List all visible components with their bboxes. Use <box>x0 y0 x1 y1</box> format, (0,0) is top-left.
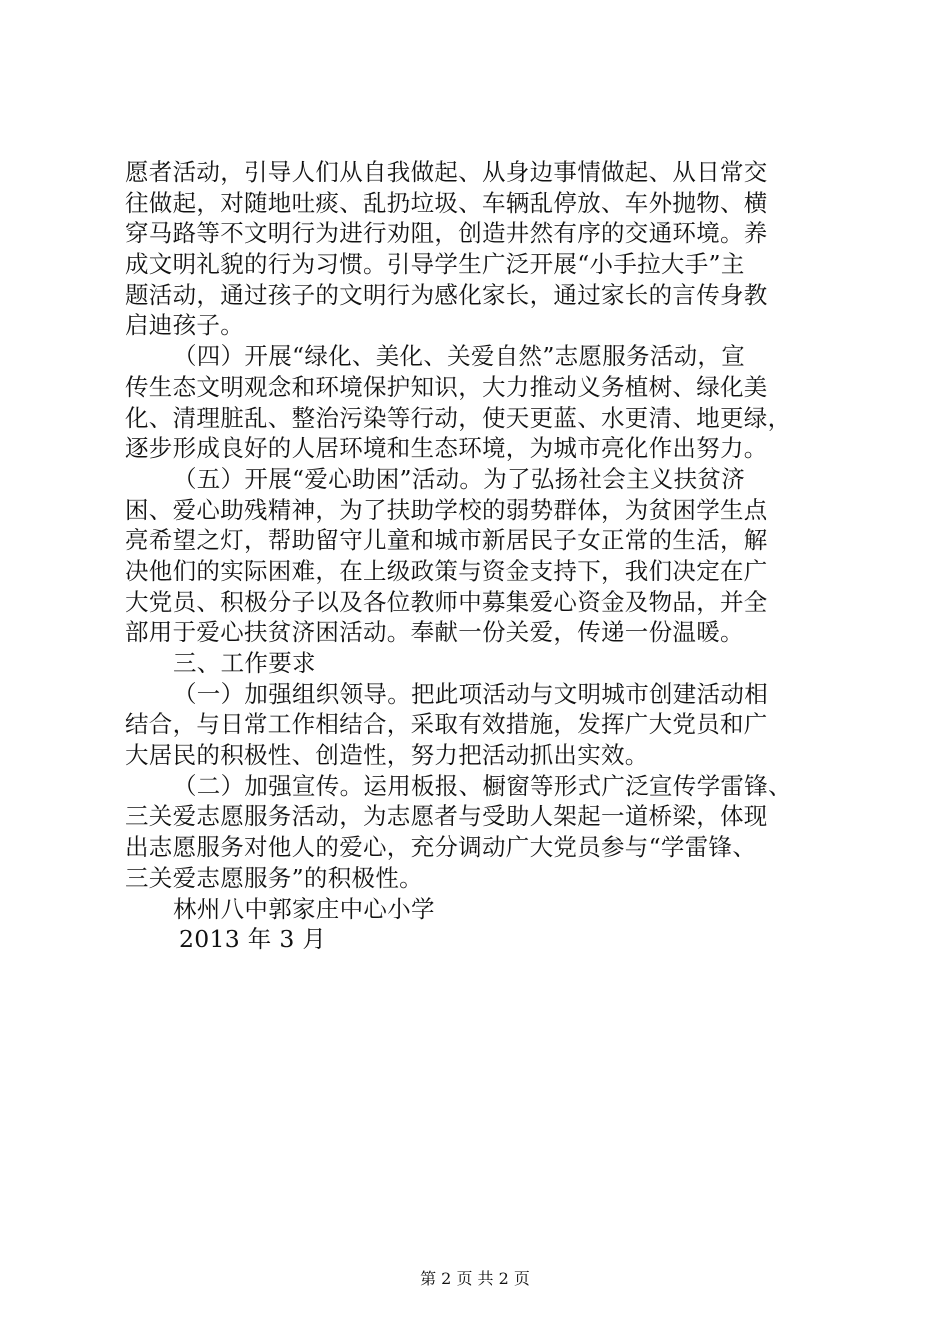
paragraph-heading-two: （二）加强宣传。运用板报、橱窗等形式广泛宣传学雷锋、 <box>173 771 792 800</box>
body-line: 结合，与日常工作相结合，采取有效措施，发挥广大党员和广 <box>125 710 768 739</box>
body-line: 穿马路等不文明行为进行劝阻，创造井然有序的交通环境。养 <box>125 219 768 248</box>
paragraph-heading-four: （四）开展“绿化、美化、关爱自然”志愿服务活动，宣 <box>173 342 746 371</box>
body-line: 题活动，通过孩子的文明行为感化家长，通过家长的言传身教 <box>125 280 768 309</box>
body-line: 困、爱心助残精神，为了扶助学校的弱势群体，为贫困学生点 <box>125 495 768 524</box>
body-line: 往做起，对随地吐痰、乱扔垃圾、车辆乱停放、车外抛物、横 <box>125 188 768 217</box>
paragraph-heading-one: （一）加强组织领导。把此项活动与文明城市创建活动相 <box>173 679 768 708</box>
body-line: 逐步形成良好的人居环境和生态环境，为城市亮化作出努力。 <box>125 434 768 463</box>
body-line: 愿者活动，引导人们从自我做起、从身边事情做起、从日常交 <box>125 158 768 186</box>
section-heading: 三、工作要求 <box>173 649 316 677</box>
body-line: 出志愿服务对他人的爱心，充分调动广大党员参与“学雷锋、 <box>125 833 757 862</box>
page-number-footer: 第 2 页 共 2 页 <box>420 1269 530 1288</box>
document-body <box>125 157 845 955</box>
body-line: 大居民的积极性、创造性，努力把活动抓出实效。 <box>125 741 649 770</box>
body-line: 决他们的实际困难，在上级政策与资金支持下，我们决定在广 <box>125 556 768 585</box>
signature-organization: 林州八中郭家庄中心小学 <box>173 894 435 923</box>
body-line: 三关爱志愿服务”的积极性。 <box>125 863 423 892</box>
signature-date: 2013 年 3 月 <box>179 925 327 954</box>
body-line: 成文明礼貌的行为习惯。引导学生广泛开展“小手拉大手”主 <box>125 250 745 279</box>
body-line: 传生态文明观念和环境保护知识，大力推动义务植树、绿化美 <box>125 372 768 401</box>
body-line: 启迪孩子。 <box>125 311 244 340</box>
body-line: 部用于爱心扶贫济困活动。奉献一份关爱，传递一份温暖。 <box>125 618 744 647</box>
body-line: 亮希望之灯，帮助留守儿童和城市新居民子女正常的生活，解 <box>125 526 768 555</box>
body-line: 化、清理脏乱、整治污染等行动，使天更蓝、水更清、地更绿， <box>125 403 792 432</box>
paragraph-heading-five: （五）开展“爱心助困”活动。为了弘扬社会主义扶贫济 <box>173 464 746 493</box>
body-line: 大党员、积极分子以及各位教师中募集爱心资金及物品，并全 <box>125 587 768 616</box>
body-line: 三关爱志愿服务活动，为志愿者与受助人架起一道桥梁，体现 <box>125 802 768 831</box>
